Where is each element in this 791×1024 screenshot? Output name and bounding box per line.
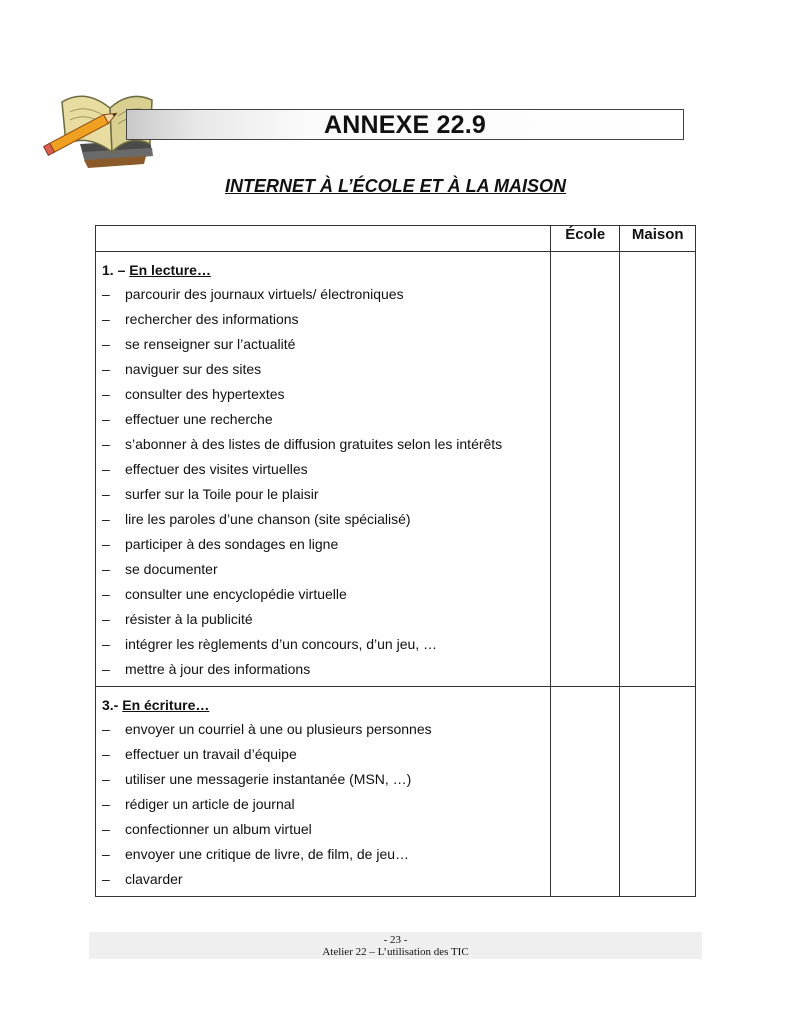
list-item: [96, 582, 550, 607]
activity-list: [96, 717, 550, 896]
table-header-row: [96, 226, 696, 252]
list-item: [96, 742, 550, 767]
column-header-maison: Maison: [620, 226, 696, 252]
dash-icon: –: [102, 586, 110, 602]
maison-checkbox-cell[interactable]: [620, 252, 696, 687]
item-text: effectuer un travail d’équipe: [125, 746, 297, 762]
dash-icon: –: [102, 286, 110, 302]
item-text: résister à la publicité: [125, 611, 253, 627]
dash-icon: –: [102, 561, 110, 577]
list-item: [96, 282, 550, 307]
section-writing-cell: [96, 687, 551, 897]
dash-icon: –: [102, 311, 110, 327]
section-label: En lecture…: [129, 262, 211, 278]
item-text: surfer sur la Toile pour le plaisir: [125, 486, 319, 502]
table-section-row: [96, 687, 696, 897]
item-text: confectionner un album virtuel: [125, 821, 312, 837]
list-item: [96, 357, 550, 382]
list-item: [96, 332, 550, 357]
list-item: [96, 657, 550, 682]
list-item: [96, 607, 550, 632]
table-section-row: [96, 252, 696, 687]
item-text: rechercher des informations: [125, 311, 299, 327]
list-item: [96, 482, 550, 507]
section-title: [96, 687, 550, 717]
list-item: [96, 457, 550, 482]
header-blank-cell: [96, 226, 551, 252]
dash-icon: –: [102, 536, 110, 552]
dash-icon: –: [102, 821, 110, 837]
dash-icon: –: [102, 746, 110, 762]
dash-icon: –: [102, 336, 110, 352]
list-item: [96, 767, 550, 792]
dash-icon: –: [102, 511, 110, 527]
dash-icon: –: [102, 796, 110, 812]
dash-icon: –: [102, 361, 110, 377]
maison-checkbox-cell[interactable]: [620, 687, 696, 897]
item-text: mettre à jour des informations: [125, 661, 311, 677]
item-text: rédiger un article de journal: [125, 796, 295, 812]
item-text: intégrer les règlements d’un concours, d’un jeu, …: [125, 636, 438, 652]
item-text: participer à des sondages en ligne: [125, 536, 339, 552]
list-item: [96, 382, 550, 407]
item-text: envoyer un courriel à une ou plusieurs personnes: [125, 721, 432, 737]
ecole-checkbox-cell[interactable]: [551, 687, 620, 897]
item-text: se documenter: [125, 561, 218, 577]
item-text: se renseigner sur l’actualité: [125, 336, 296, 352]
annexe-title: ANNEXE 22.9: [324, 111, 486, 139]
section-number: 1. –: [102, 262, 130, 278]
item-text: effectuer des visites virtuelles: [125, 461, 308, 477]
ecole-checkbox-cell[interactable]: [551, 252, 620, 687]
dash-icon: –: [102, 386, 110, 402]
dash-icon: –: [102, 846, 110, 862]
item-text: utiliser une messagerie instantanée (MSN, …): [125, 771, 412, 787]
section-label: En écriture…: [122, 697, 210, 713]
list-item: [96, 507, 550, 532]
page-subtitle: INTERNET À L’ÉCOLE ET À LA MAISON: [225, 176, 566, 196]
list-item: [96, 557, 550, 582]
dash-icon: –: [102, 721, 110, 737]
section-title: [96, 252, 550, 282]
item-text: consulter une encyclopédie virtuelle: [125, 586, 347, 602]
list-item: [96, 842, 550, 867]
item-text: lire les paroles d’une chanson (site spécialisé): [125, 511, 411, 527]
dash-icon: –: [102, 436, 110, 452]
section-reading-cell: [96, 252, 551, 687]
column-header-ecole: École: [551, 226, 620, 252]
dash-icon: –: [102, 411, 110, 427]
dash-icon: –: [102, 486, 110, 502]
dash-icon: –: [102, 611, 110, 627]
list-item: [96, 407, 550, 432]
dash-icon: –: [102, 636, 110, 652]
dash-icon: –: [102, 771, 110, 787]
list-item: [96, 817, 550, 842]
list-item: [96, 867, 550, 892]
item-text: envoyer une critique de livre, de film, de jeu…: [125, 846, 410, 862]
page-footer: [89, 932, 702, 959]
item-text: consulter des hypertextes: [125, 386, 285, 402]
activities-table: [95, 225, 696, 897]
list-item: [96, 432, 550, 457]
item-text: clavarder: [125, 871, 183, 887]
list-item: [96, 632, 550, 657]
footer-workshop: Atelier 22 – L’utilisation des TIC: [322, 946, 469, 958]
item-text: effectuer une recherche: [125, 411, 273, 427]
section-number: 3.-: [102, 697, 123, 713]
dash-icon: –: [102, 461, 110, 477]
activity-list: [96, 282, 550, 686]
item-text: naviguer sur des sites: [125, 361, 262, 377]
dash-icon: –: [102, 661, 110, 677]
list-item: [96, 792, 550, 817]
list-item: [96, 307, 550, 332]
page-number: - 23 -: [383, 934, 408, 946]
item-text: parcourir des journaux virtuels/ électroniques: [125, 286, 404, 302]
list-item: [96, 532, 550, 557]
item-text: s’abonner à des listes de diffusion gratuites selon les intérêts: [125, 436, 503, 452]
dash-icon: –: [102, 871, 110, 887]
list-item: [96, 717, 550, 742]
